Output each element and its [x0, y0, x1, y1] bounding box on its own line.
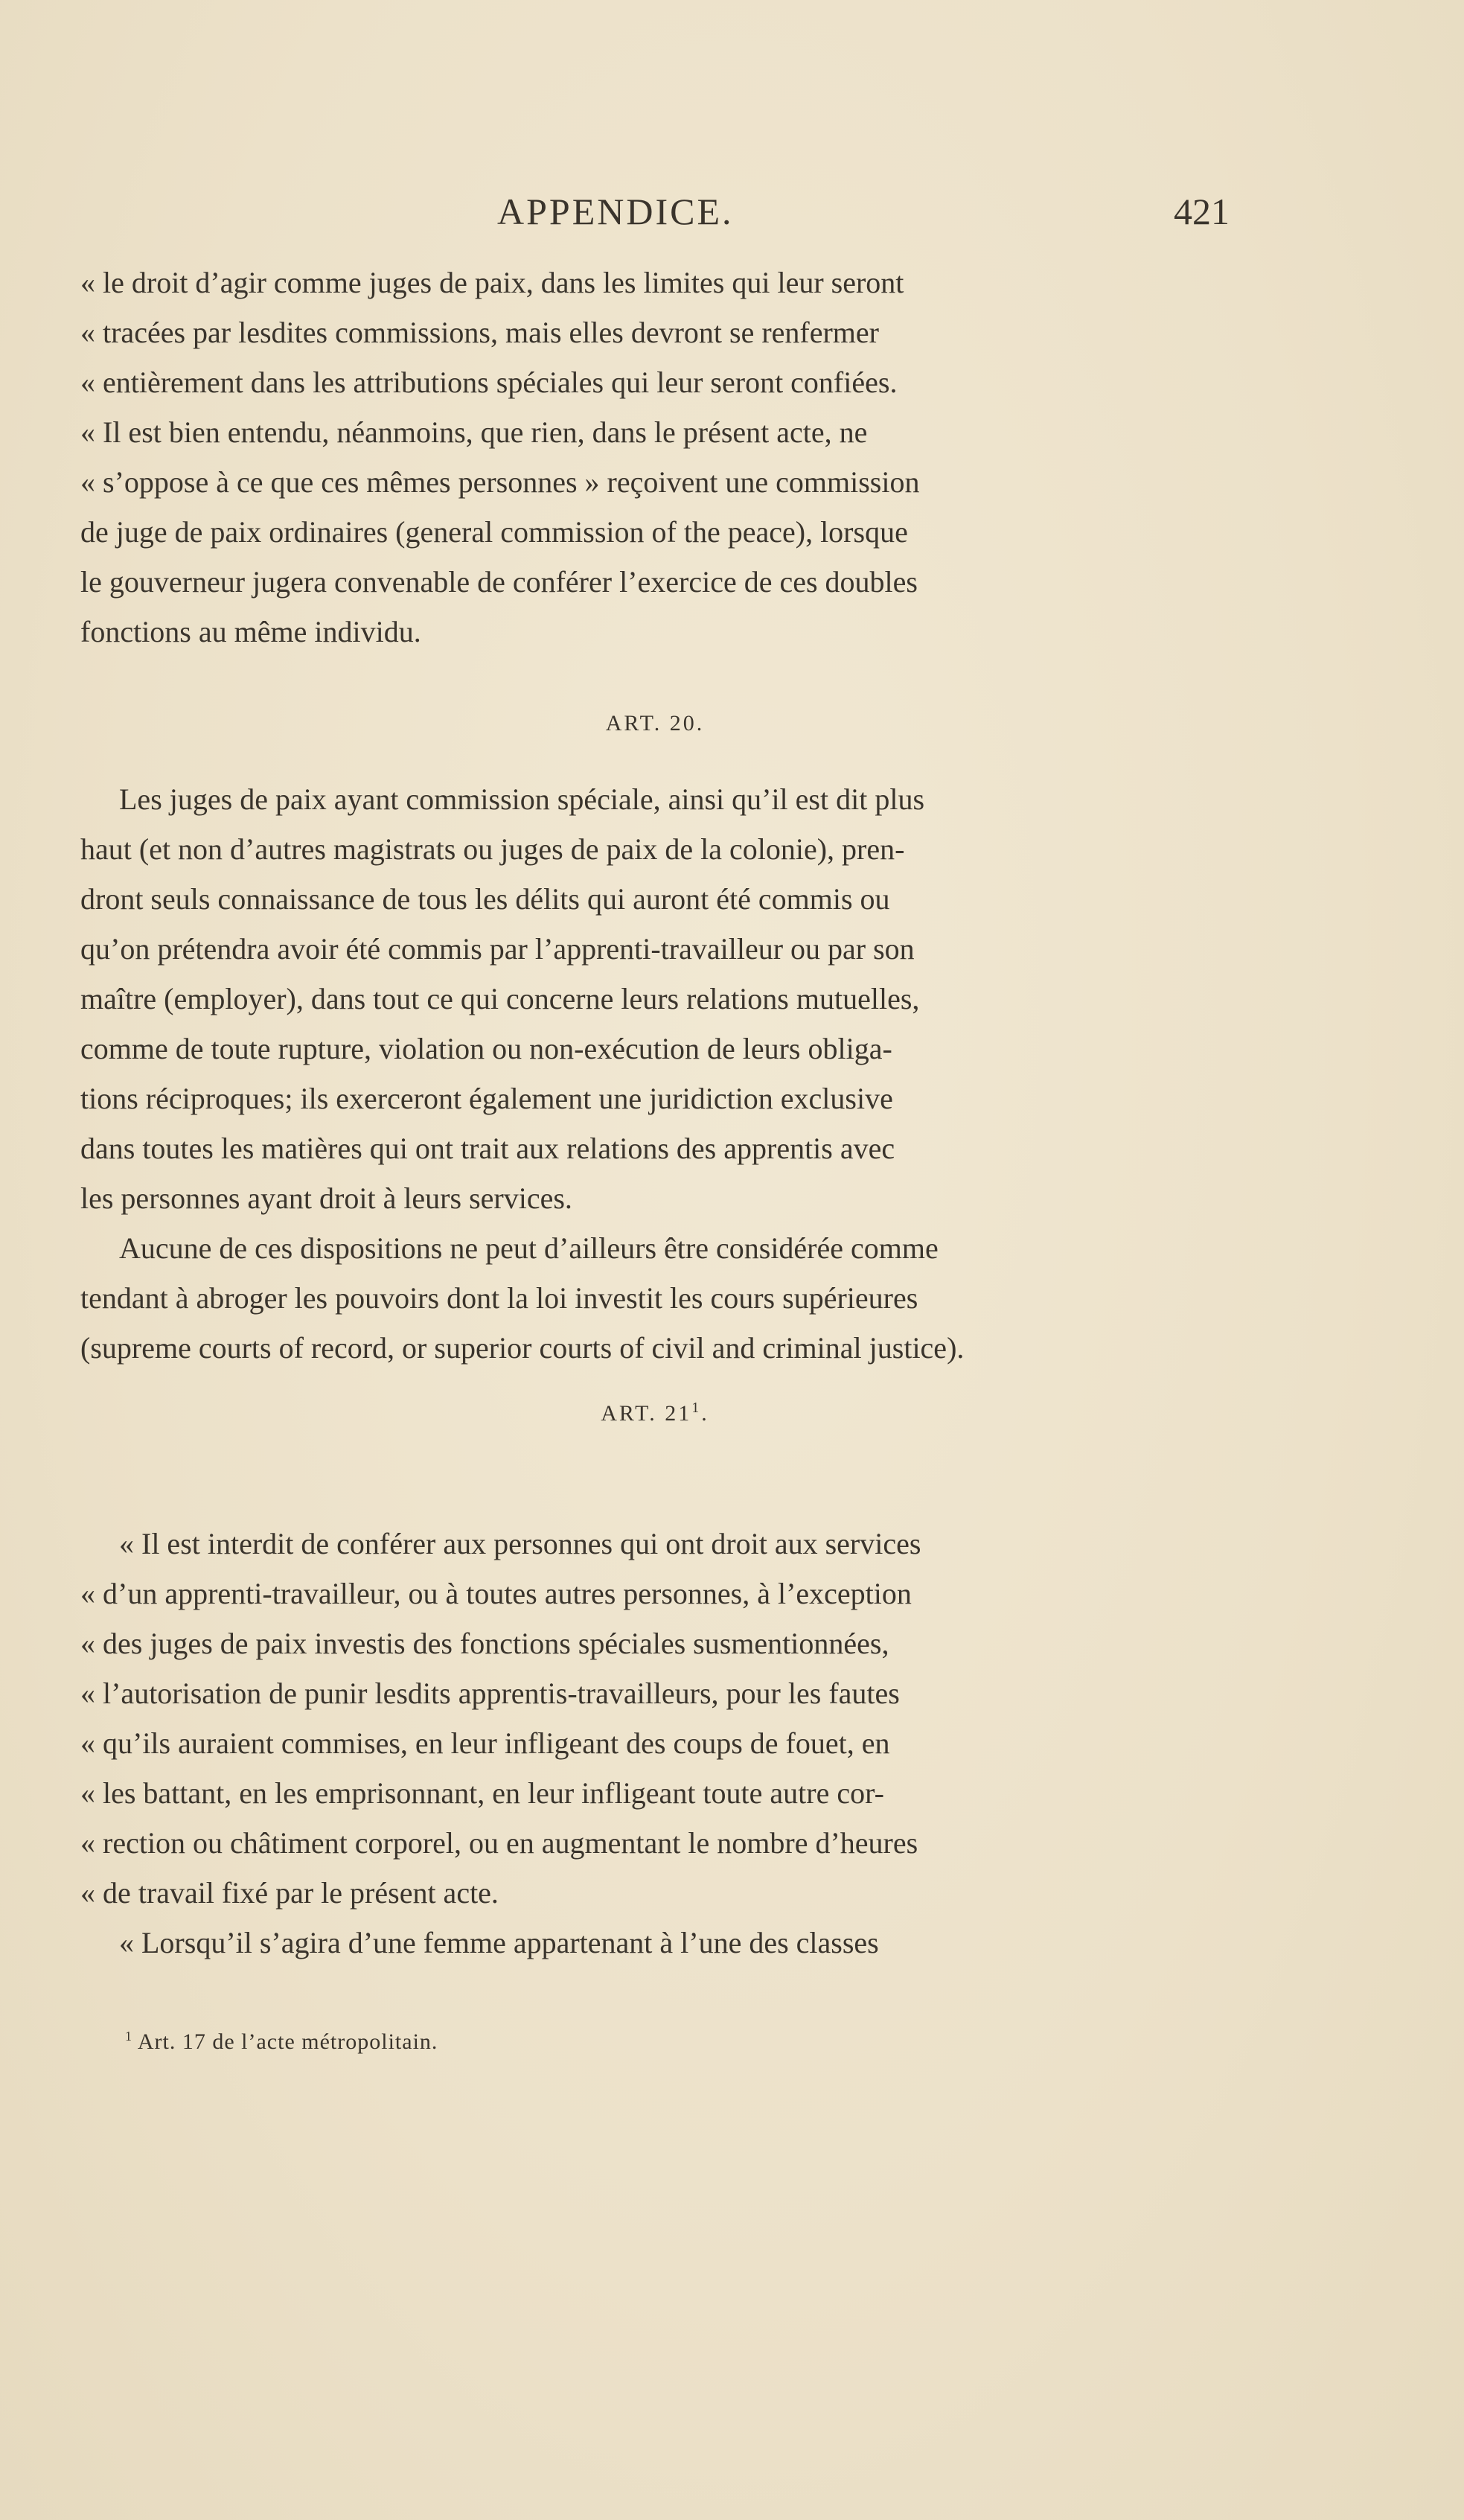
- text-line: « Il est interdit de conférer aux personnes qui ont droit aux services: [119, 1527, 921, 1560]
- footnote-marker: 1: [125, 2029, 132, 2044]
- text-line: « entièrement dans les attributions spéciales qui leur seront confiées.: [80, 366, 898, 399]
- text-line: haut (et non d’autres magistrats ou juges de paix de la colonie), pren-: [80, 832, 905, 866]
- text-line: dront seuls connaissance de tous les délits qui auront été commis ou: [80, 882, 890, 916]
- footnote-reference: 1: [691, 1400, 702, 1416]
- article-20-heading-wrap: [80, 711, 1230, 736]
- text-line: « les battant, en les emprisonnant, en leur infligeant toute autre cor-: [80, 1776, 884, 1810]
- article-21-heading: [80, 1400, 1230, 1426]
- text-line: de juge de paix ordinaires (general commission of the peace), lorsque: [80, 515, 908, 549]
- text-line: « des juges de paix investis des fonctions spéciales susmentionnées,: [80, 1627, 889, 1660]
- text-line: tendant à abroger les pouvoirs dont la loi investit les cours supérieures: [80, 1281, 918, 1315]
- text-line: Les juges de paix ayant commission spéciale, ainsi qu’il est dit plus: [119, 782, 925, 816]
- footnote-content: Art. 17 de l’acte métropolitain.: [137, 2029, 438, 2054]
- article-21-heading-text: ART. 21: [601, 1401, 692, 1426]
- text-line: « d’un apprenti-travailleur, ou à toutes autres personnes, à l’exception: [80, 1577, 912, 1610]
- text-line: « l’autorisation de punir lesdits apprentis-travailleurs, pour les fautes: [80, 1677, 900, 1710]
- text-line: les personnes ayant droit à leurs services.: [80, 1181, 572, 1215]
- text-line: « le droit d’agir comme juges de paix, dans les limites qui leur seront: [80, 266, 904, 299]
- text-line: « tracées par lesdites commissions, mais elles devront se renfermer: [80, 316, 879, 349]
- page-number: 421: [1174, 191, 1230, 232]
- footnote-text: [80, 2029, 1230, 2055]
- text-line: dans toutes les matières qui ont trait aux relations des apprentis avec: [80, 1132, 895, 1165]
- text-line: Aucune de ces dispositions ne peut d’ailleurs être considérée comme: [119, 1231, 939, 1265]
- text-line: fonctions au même individu.: [80, 615, 421, 648]
- running-title: APPENDICE.: [497, 191, 734, 232]
- text-line: maître (employer), dans tout ce qui concerne leurs relations mutuelles,: [80, 982, 920, 1015]
- article-20-body: [80, 774, 1230, 1373]
- footnote: [80, 2029, 1230, 2055]
- text-line: comme de toute rupture, violation ou non-exécution de leurs obliga-: [80, 1032, 892, 1065]
- text-line: « Il est bien entendu, néanmoins, que rien, dans le présent acte, ne: [80, 415, 868, 449]
- article-21-body: [80, 1519, 1230, 1968]
- article-21-heading-period: .: [701, 1401, 709, 1426]
- text-line: le gouverneur jugera convenable de conférer l’exercice de ces doubles: [80, 565, 918, 599]
- text-line: « de travail fixé par le présent acte.: [80, 1876, 499, 1910]
- article-20-heading: ART. 20.: [605, 711, 705, 736]
- text-line: tions réciproques; ils exerceront également une juridiction exclusive: [80, 1082, 893, 1115]
- text-line: « qu’ils auraient commises, en leur infligeant des coups de fouet, en: [80, 1726, 890, 1760]
- text-line: (supreme courts of record, or superior courts of civil and criminal justice).: [80, 1331, 965, 1365]
- text-line: « rection ou châtiment corporel, ou en augmentant le nombre d’heures: [80, 1826, 918, 1860]
- continuation-text: [80, 258, 1230, 657]
- text-line: qu’on prétendra avoir été commis par l’apprenti-travailleur ou par son: [80, 932, 915, 966]
- article-21-heading-wrap: [80, 1400, 1230, 1426]
- page-header: [80, 190, 1230, 242]
- text-line: « s’oppose à ce que ces mêmes personnes » reçoivent une commission: [80, 465, 920, 499]
- text-line: « Lorsqu’il s’agira d’une femme appartenant à l’une des classes: [119, 1926, 879, 1959]
